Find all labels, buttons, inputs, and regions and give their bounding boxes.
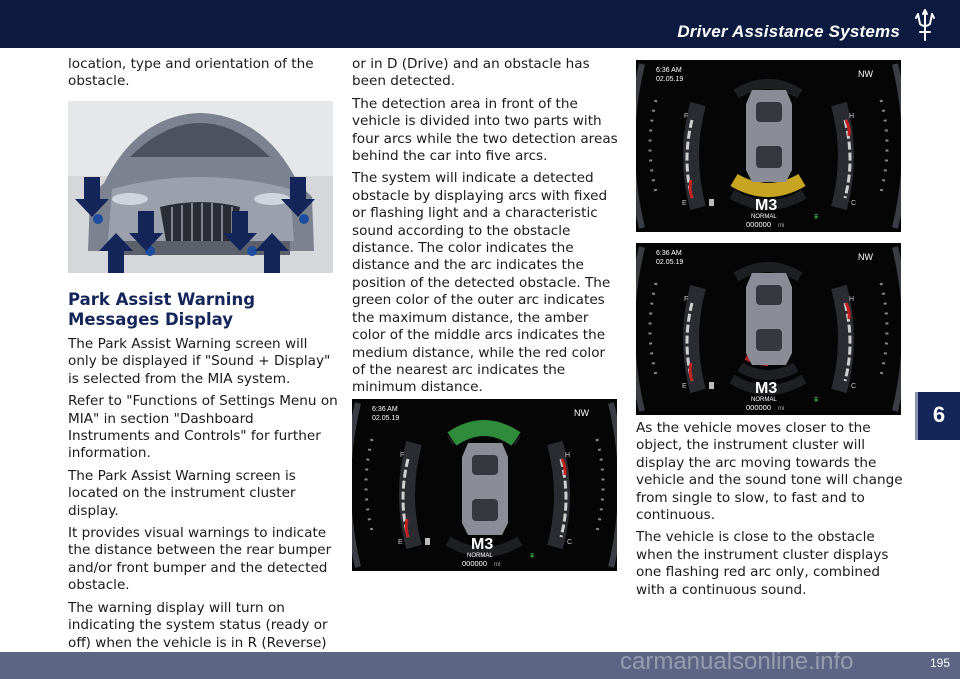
date-text: 02.05.19 xyxy=(372,415,400,422)
section-title: Driver Assistance Systems xyxy=(677,22,900,41)
instrument-cluster-image xyxy=(636,60,901,232)
fuel-full-label: F xyxy=(400,452,405,459)
body-paragraph: The vehicle is close to the obstacle when the instrument cluster displays one flashing red arc only, combined with a continuous sound. xyxy=(636,529,889,598)
lane-assist-icon xyxy=(530,551,535,560)
temp-hot-label: H xyxy=(565,452,571,459)
clock-text: 6:36 AM xyxy=(656,250,682,257)
fuel-pump-icon xyxy=(425,538,430,545)
body-paragraph: As the vehicle moves closer to the object, the instrument cluster will display the arc moving towards the vehicle and the sound tone will change from single to slow, to fast and to continuous. xyxy=(636,420,903,524)
body-paragraph: The detection area in front of the vehicle is divided into two parts with four arcs while the two detection areas behind the car into five arcs. xyxy=(352,95,618,165)
temp-hot-label: H xyxy=(849,296,855,303)
car-front-sensors-image xyxy=(68,101,333,273)
text-column-1 xyxy=(68,56,338,96)
watermark-text: carmanualsonline.info xyxy=(620,648,854,675)
lane-assist-icon xyxy=(814,395,819,404)
temp-cold-label: C xyxy=(851,383,857,390)
body-paragraph: The Park Assist Warning screen is located on the instrument cluster display. xyxy=(68,467,296,519)
text-column-1-body xyxy=(68,283,338,657)
odometer-value: 000000 xyxy=(746,403,772,412)
date-text: 02.05.19 xyxy=(656,76,684,83)
temp-cold-label: C xyxy=(567,539,573,546)
body-paragraph: The warning display will turn on indicating the system status (ready or off) when the vehicle is in R (Reverse) xyxy=(68,599,328,651)
odometer-value: 000000 xyxy=(746,220,772,229)
body-paragraph: The Park Assist Warning screen will only be displayed if "Sound + Display" is selected from the MIA system. xyxy=(68,336,331,387)
section-heading: Park Assist Warning Messages Display xyxy=(68,290,256,329)
body-paragraph: The system will indicate a detected obstacle by displaying arcs with fixed or flashing light and a characteristic sound according to the obstacle distance. The color indicates the distance and the arc indicates the position of the detected obstacle. The green color of the outer arc indicates the maximum distance, the amber color of the middle arcs indicates the medium distance, while the red color of the nearest arc indicates the minimum distance. xyxy=(352,170,611,396)
text-column-2 xyxy=(352,56,620,402)
odometer-unit: mi xyxy=(778,406,785,412)
fuel-empty-label: E xyxy=(398,539,403,546)
lane-assist-icon xyxy=(814,212,819,221)
clock-text: 6:36 AM xyxy=(372,406,398,413)
intro-paragraph: location, type and orientation of the obstacle. xyxy=(68,56,314,90)
date-text: 02.05.19 xyxy=(656,259,684,266)
text-column-3 xyxy=(636,420,906,604)
temp-hot-label: H xyxy=(849,113,855,120)
odometer-unit: mi xyxy=(494,562,501,568)
instrument-cluster-image xyxy=(636,243,901,415)
drive-mode-text: NORMAL xyxy=(751,214,777,220)
chapter-tab[interactable] xyxy=(918,392,960,440)
page-header xyxy=(0,0,960,48)
body-paragraph: It provides visual warnings to indicate the distance between the rear bumper and/or front bumper and the detected obstacle. xyxy=(68,525,332,594)
fuel-full-label: F xyxy=(684,296,689,303)
clock-text: 6:36 AM xyxy=(656,67,682,74)
drive-mode-text: NORMAL xyxy=(751,397,777,403)
svg-text:⩨: ⩨ xyxy=(814,212,819,221)
odometer-unit: mi xyxy=(778,223,785,229)
instrument-cluster-image xyxy=(352,399,617,571)
svg-text:⩨: ⩨ xyxy=(814,395,819,404)
gear-indicator: M3 xyxy=(471,536,494,553)
fuel-pump-icon xyxy=(709,382,714,389)
temp-cold-label: C xyxy=(851,200,857,207)
trident-logo-icon xyxy=(910,8,940,42)
compass-text: NW xyxy=(574,408,589,418)
fuel-full-label: F xyxy=(684,113,689,120)
gear-indicator: M3 xyxy=(755,380,778,397)
drive-mode-text: NORMAL xyxy=(467,553,493,559)
fuel-pump-icon xyxy=(709,199,714,206)
fuel-empty-label: E xyxy=(682,383,687,390)
odometer-value: 000000 xyxy=(462,559,488,568)
gear-indicator: M3 xyxy=(755,197,778,214)
compass-text: NW xyxy=(858,252,873,262)
fuel-empty-label: E xyxy=(682,200,687,207)
chapter-number: 6 xyxy=(932,402,946,427)
body-paragraph: Refer to "Functions of Settings Menu on MIA" in section "Dashboard Instruments and Controls" for further information. xyxy=(68,393,338,462)
compass-text: NW xyxy=(858,69,873,79)
page-number: 195 xyxy=(929,656,950,670)
body-paragraph: or in D (Drive) and an obstacle has been detected. xyxy=(352,56,590,90)
svg-text:⩨: ⩨ xyxy=(530,551,535,560)
